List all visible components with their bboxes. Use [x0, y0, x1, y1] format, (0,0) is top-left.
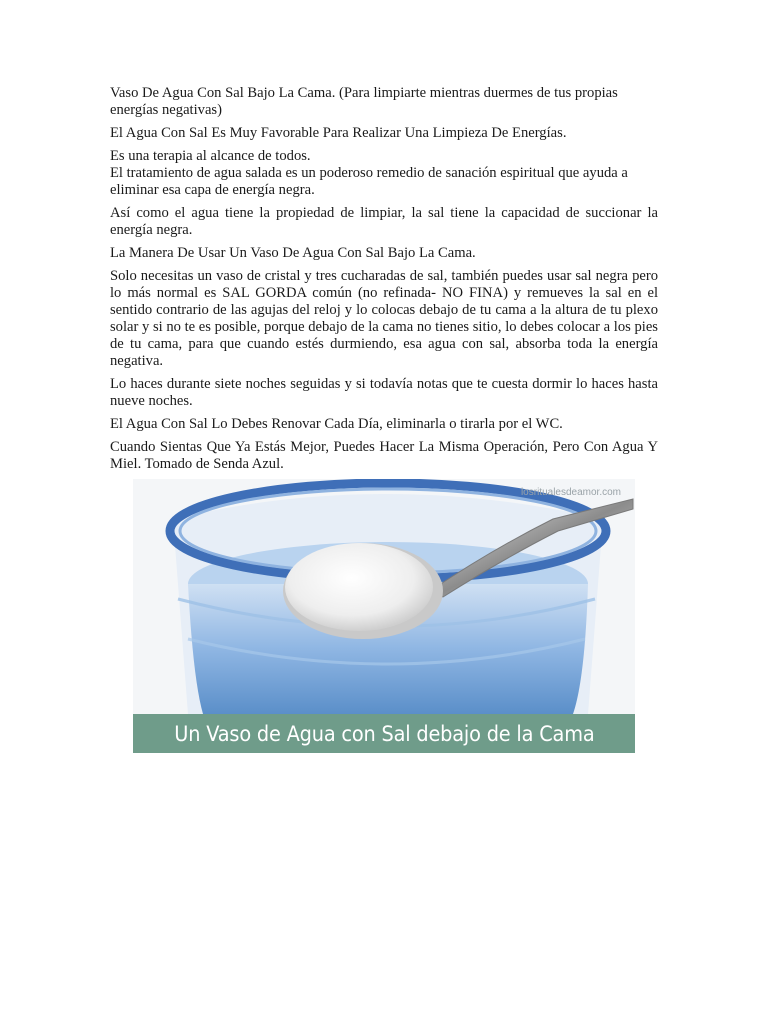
salt-water-glass-image [133, 479, 635, 753]
paragraph-title: Vaso De Agua Con Sal Bajo La Cama. (Para limpiarte mientras duermes de tus propias energías negativas) [110, 85, 618, 118]
glass-illustration [133, 479, 635, 753]
paragraph: El Agua Con Sal Lo Debes Renovar Cada Día, eliminarla o tirarla por el WC. [110, 416, 563, 432]
document-text [110, 85, 658, 479]
image-watermark: losritualesdeamor.com [520, 487, 621, 498]
paragraph: El Agua Con Sal Es Muy Favorable Para Realizar Una Limpieza De Energías. [110, 125, 567, 141]
paragraph: El tratamiento de agua salada es un poderoso remedio de sanación espiritual que ayuda a eliminar esa capa de energía negra. [110, 165, 628, 198]
paragraph: Así como el agua tiene la propiedad de limpiar, la sal tiene la capacidad de succionar la energía negra. [110, 205, 658, 238]
paragraph: Es una terapia al alcance de todos. [110, 148, 311, 164]
paragraph-heading: La Manera De Usar Un Vaso De Agua Con Sal Bajo La Cama. [110, 245, 476, 261]
paragraph: Lo haces durante siete noches seguidas y si todavía notas que te cuesta dormir lo haces hasta nueve noches. [110, 376, 658, 409]
paragraph: Cuando Sientas Que Ya Estás Mejor, Puedes Hacer La Misma Operación, Pero Con Agua Y Miel. Tomado de Senda Azul. [110, 439, 658, 472]
paragraph: Solo necesitas un vaso de cristal y tres cucharadas de sal, también puedes usar sal negra pero lo más normal es SAL GORDA común (no refinada- NO FINA) y remueves la sal en el sentido contrario de las agujas del reloj y lo colocas debajo de tu cama a la altura de tu plexo solar y si no te es posible, porque debajo de la cama no tienes sitio, lo debes colocar a los pies de tu cama, para que cuando estés durmiendo, esa agua con sal, absorba toda la energía negativa. [110, 268, 658, 369]
image-caption: Un Vaso de Agua con Sal debajo de la Cama [173, 721, 595, 746]
image-caption-band [133, 714, 635, 753]
